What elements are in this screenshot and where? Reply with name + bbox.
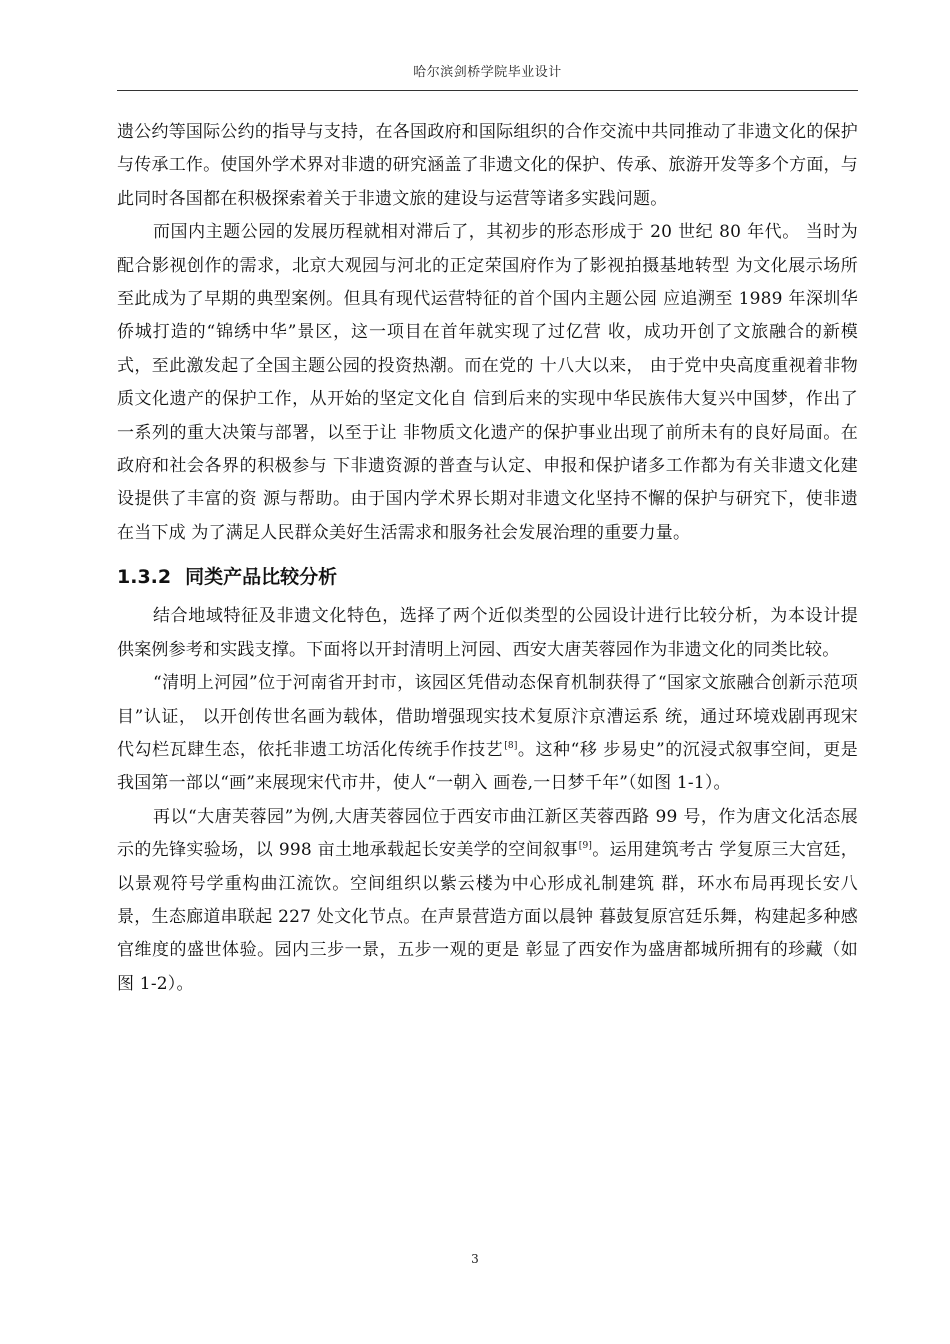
page-number: 3 — [471, 1252, 479, 1266]
section-heading — [117, 562, 858, 592]
citation-8: [8] — [504, 741, 518, 752]
section-number: 1.3.2 — [117, 566, 172, 589]
citation-9: [9] — [578, 841, 593, 852]
paragraph-3: 结合地域特征及非遗文化特色，选择了两个近似类型的公园设计进行比较分析，为本设计提供案例参考和实践支撑。下面将以开封清明上河园、西安大唐芙蓉园作为非遗文化的同类比较。 — [117, 606, 858, 660]
paragraph-4-text-a: “清明上河园”位于河南省开封市，该园区凭借动态保育机制获得了“国家文旅融合创新示范项目”认证， 以开创传世名画为载体，借助增强现实技术复原汴京漕运系 统，通过环境戏剧再现宋代勾栏瓦肆生态，依托非遗工坊活化传统手作技艺 — [117, 673, 858, 760]
paragraph-5-text-b: 。运用建筑考古 学复原三大宫廷，以景观符号学重构曲江流饮。空间组织以紫云楼为中心形成礼制建筑 群，环水布局再现长安八景，生态廊道串联起 227 处文化节点。在声景营造方面以晨钟 暮鼓复原宫廷乐舞，构建起多种感官维度的盛世体验。园内三步一景，五步一观的更是 彰显了西安作为盛唐都城所拥有的珍藏（如图 1-2）。 — [117, 840, 858, 994]
paragraph-1: 遗公约等国际公约的指导与支持，在各国政府和国际组织的合作交流中共同推动了非遗文化的保护与传承工作。使国外学术界对非遗的研究涵盖了非遗文化的保护、传承、旅游开发等多个方面，与此同时各国都在积极探索着关于非遗文旅的建设与运营等诸多实践问题。 — [117, 122, 858, 209]
page-header: 哈尔滨剑桥学院毕业设计 — [117, 56, 858, 91]
paragraph-2: 而国内主题公园的发展历程就相对滞后了，其初步的形态形成于 20 世纪 80 年代。 当时为配合影视创作的需求，北京大观园与河北的正定荣国府作为了影视拍摄基地转型 为文化展示场所至此成为了早期的典型案例。但具有现代运营特征的首个国内主题公园 应追溯至 1989 年深圳华侨城打造的“锦绣中华”景区，这一项目在首年就实现了过亿营 收，成功开创了文旅融合的新模式，至此激发起了全国主题公园的投资热潮。而在党的 十八大以来， 由于党中央高度重视着非物质文化遗产的保护工作，从开始的坚定文化自 信到后来的实现中华民族伟大复兴中国梦，作出了一系列的重大决策与部署，以至于让 非物质文化遗产的保护事业出现了前所未有的良好局面。在政府和社会各界的积极参与 下非遗资源的普查与认定、申报和保护诸多工作都为有关非遗文化建设提供了丰富的资 源与帮助。由于国内学术界长期对非遗文化坚持不懈的保护与研究下，使非遗在当下成 为了满足人民群众美好生活需求和服务社会发展治理的重要力量。 — [117, 222, 858, 543]
paragraph-4-text-b: 。这种“移 步易史”的沉浸式叙事空间，更是我国第一部以“画”来展现宋代市井，使人“一朝入 画卷,一日梦千年”（如图 1-1）。 — [117, 739, 858, 794]
paragraph-5-text-a: 再以“大唐芙蓉园”为例,大唐芙蓉园位于西安市曲江新区芙蓉西路 99 号，作为唐文化活态展示的先锋实验场，以 998 亩土地承载起长安美学的空间叙事 — [117, 806, 858, 861]
paragraph-5 — [117, 801, 858, 1001]
section-title-text: 同类产品比较分析 — [185, 566, 338, 589]
paragraph-4 — [117, 667, 858, 801]
document-body — [117, 116, 858, 1001]
